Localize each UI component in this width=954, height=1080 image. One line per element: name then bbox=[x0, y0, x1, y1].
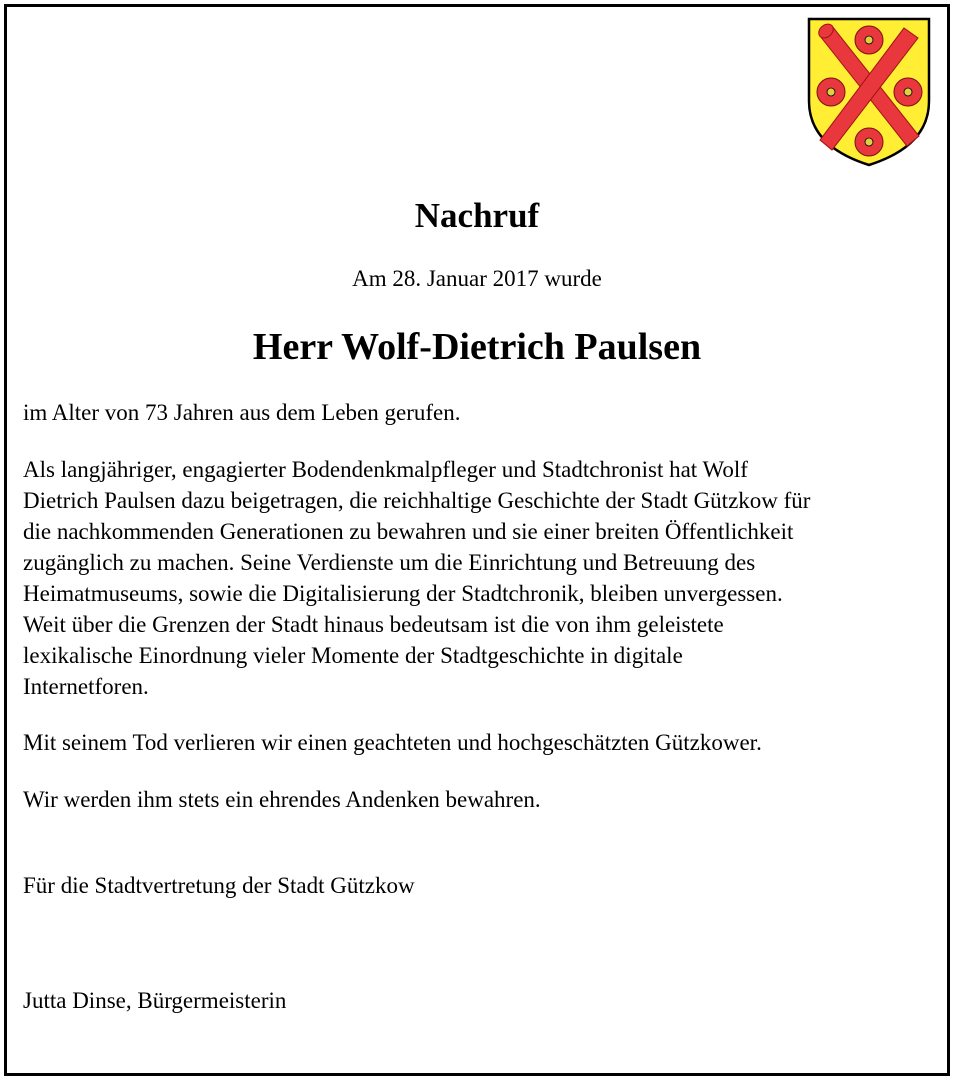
paragraph-age: im Alter von 73 Jahren aus dem Leben gerufen. bbox=[23, 400, 461, 425]
heading: Nachruf bbox=[414, 196, 540, 235]
paragraph-loss: Mit seinem Tod verlieren wir einen geachteten und hochgeschätzten Gützkower. bbox=[23, 730, 762, 755]
coat-of-arms-icon bbox=[806, 16, 932, 168]
signature-mayor: Jutta Dinse, Bürgermeisterin bbox=[23, 988, 287, 1013]
deceased-name: Herr Wolf-Dietrich Paulsen bbox=[252, 326, 702, 368]
signature-council: Für die Stadtvertretung der Stadt Gützkow bbox=[23, 873, 415, 898]
paragraph-remembrance: Wir werden ihm stets ein ehrendes Andenken bewahren. bbox=[23, 787, 541, 812]
paragraph-tribute: Als langjähriger, engagierter Bodendenkmalpfleger und Stadtchronist hat Wolf Dietrich Paulsen dazu beigetragen, die reichhaltige Geschichte der Stadt Gützkow für die nachkommenden Generationen zu bewahren und sie einer breiten Öffentlichkeit zugänglich zu machen. Seine Verdienste um die Einrichtung und Betreuung des Heimatmuseums, sowie die Digitalisierung der Stadtchronik, bleiben unvergessen. Weit über die Grenzen der Stadt hinaus bedeutsam ist die von ihm geleistete lexikalische Einordnung vieler Momente der Stadtgeschichte in digitale Internetforen. bbox=[23, 457, 811, 699]
date-line: Am 28. Januar 2017 wurde bbox=[352, 266, 602, 291]
